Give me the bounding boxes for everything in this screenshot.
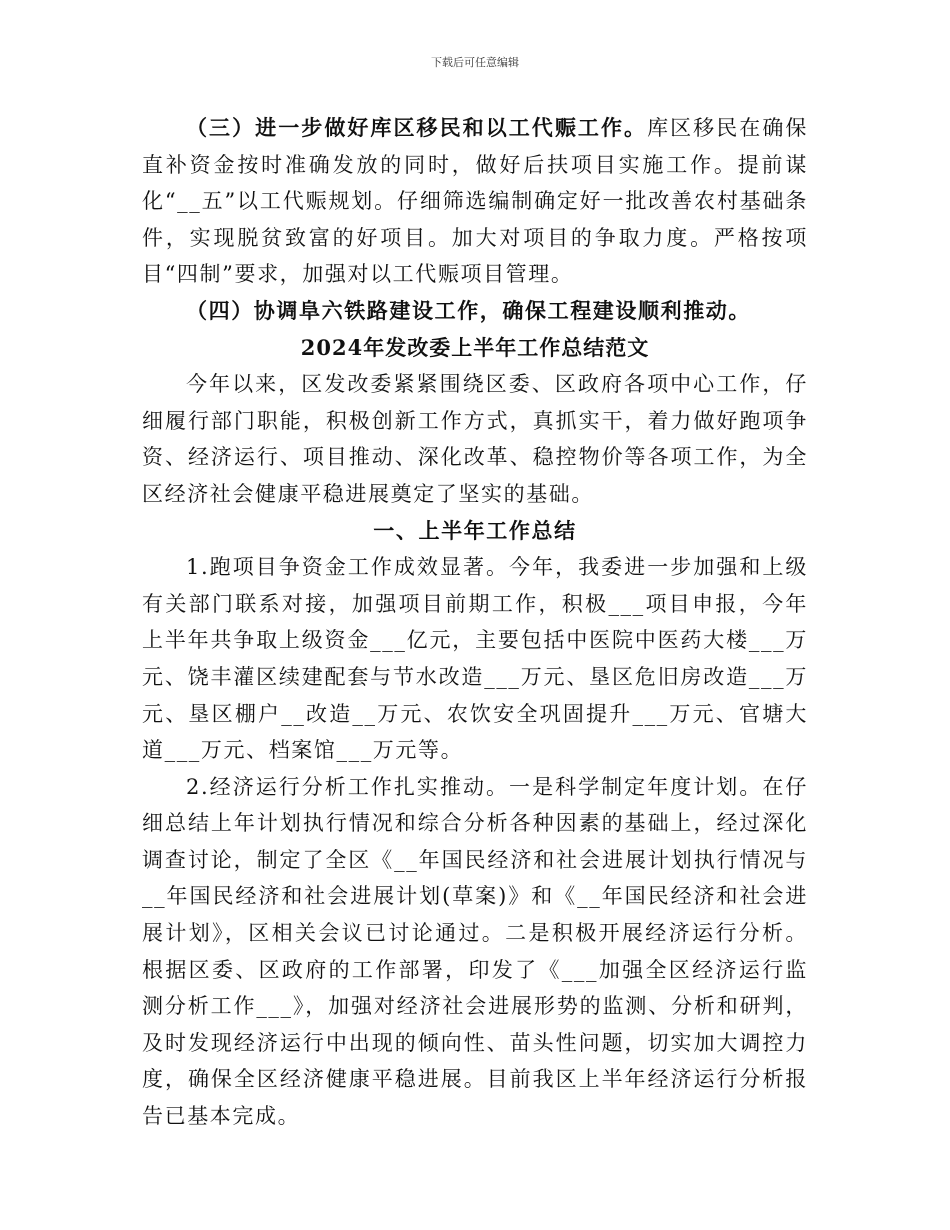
document-body (142, 110, 808, 1135)
section-three-paragraph (142, 110, 808, 293)
article-title: 2024年发改委上半年工作总结范文 (300, 334, 650, 360)
section-title: 一、上半年工作总结 (373, 517, 577, 543)
summary-item-1: 1.跑项目争资金工作成效显著。今年，我委进一步加强和上级有关部门联系对接，加强项目前期工作，积极___项目申报，今年上半年共争取上级资金___亿元，主要包括中医院中医药大楼___万元、饶丰灌区续建配套与节水改造___万元、垦区危旧房改造___万元、垦区棚户__改造__万元、农饮安全巩固提升___万元、官塘大道___万元、档案馆___万元等。 (142, 555, 808, 763)
article-intro: 今年以来，区发改委紧紧围绕区委、区政府各项中心工作，仔细履行部门职能，积极创新工作方式，真抓实干，着力做好跑项争资、经济运行、项目推动、深化改革、稳控物价等各项工作，为全区经济社会健康平稳进展奠定了坚实的基础。 (142, 372, 808, 506)
page-header-note: 下载后可任意编辑 (431, 56, 519, 69)
section-three-text: 库区移民在确保直补资金按时准确发放的同时，做好后扶项目实施工作。提前谋化“__五”以工代赈规划。仔细筛选编制确定好一批改善农村基础条件，实现脱贫致富的好项目。加大对项目的争取力度。严格按项目“四制”要求，加强对以工代赈项目管理。 (142, 116, 808, 287)
summary-item-2: 2.经济运行分析工作扎实推动。一是科学制定年度计划。在仔细总结上年计划执行情况和综合分析各种因素的基础上，经过深化调查讨论，制定了全区《__年国民经济和社会进展计划执行情况与__年国民经济和社会进展计划(草案)》和《__年国民经济和社会进展计划》，区相关会议已讨论通过。二是积极开展经济运行分析。根据区委、区政府的工作部署，印发了《___加强全区经济运行监测分析工作___》，加强对经济社会进展形势的监测、分析和研判，及时发现经济运行中出现的倾向性、苗头性问题，切实加大调控力度，确保全区经济健康平稳进展。目前我区上半年经济运行分析报告已基本完成。 (142, 774, 808, 1129)
section-four-heading: （四）协调阜六铁路建设工作，确保工程建设顺利推动。 (186, 297, 751, 323)
section-three-heading: （三）进一步做好库区移民和以工代赈工作。 (186, 115, 648, 140)
